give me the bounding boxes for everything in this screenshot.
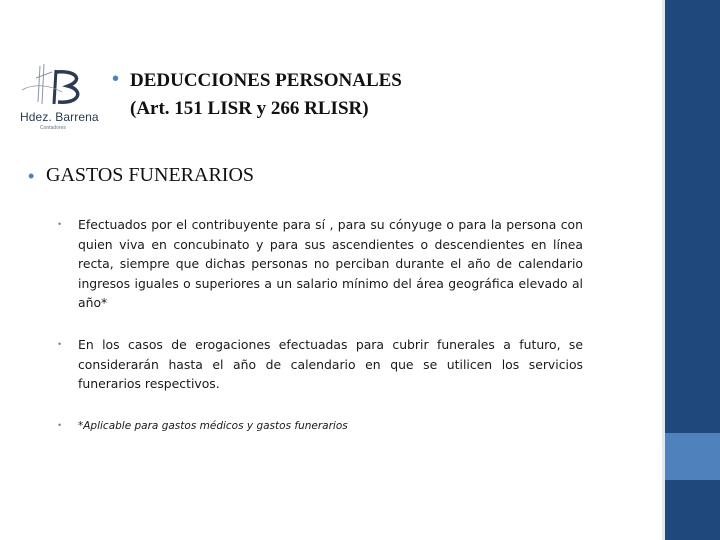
logo-name: Hdez. Barrena — [20, 110, 99, 124]
logo-subtitle: Contadores — [40, 125, 66, 131]
sidebar-accent-block — [665, 433, 720, 480]
title-line-2: (Art. 151 LISR y 266 RLISR) — [130, 98, 369, 119]
title-line-1: DEDUCCIONES PERSONALES — [130, 70, 402, 91]
section-title: GASTOS FUNERARIOS — [46, 164, 255, 186]
item-bullet-icon: • — [58, 339, 62, 349]
list-item-note: *Aplicable para gastos médicos y gastos funerarios — [78, 420, 348, 432]
list-item: En los casos de erogaciones efectuadas para cubrir funerales a futuro, se considerarán hasta el año de calendario en que se utilicen los servicios funerarios respectivos. — [78, 337, 583, 391]
list-item: Efectuados por el contribuyente para sí , para su cónyuge o para la persona con quien viva en concubinato y para sus ascendientes o descendientes en línea recta, siempre que dichas personas no perciban durante el año de calendario ingresos iguales o superiores a un salario mínimo del área geográfica elevado al año* — [78, 217, 583, 310]
item-bullet-icon: • — [58, 420, 62, 430]
section-bullet-icon: • — [28, 166, 35, 186]
header-bullet-icon: • — [112, 68, 120, 90]
slide-title — [130, 67, 402, 123]
item-bullet-icon: • — [58, 219, 62, 229]
